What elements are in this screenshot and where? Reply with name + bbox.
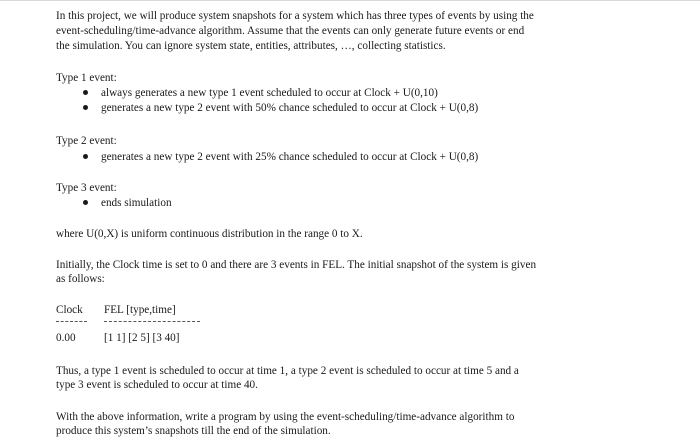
thus-line-1: Thus, a type 1 event is scheduled to occur at time 1, a type 2 event is scheduled to occur at time 5 and a [56, 365, 519, 377]
type3-bullet-1-text: ends simulation [101, 197, 172, 209]
type2-bullet-1 [83, 150, 643, 164]
type1-heading: Type 1 event: [56, 72, 117, 84]
fel-header: FEL [type,time] [104, 304, 176, 316]
type2-heading: Type 2 event: [56, 135, 117, 147]
initial-line-1: Initially, the Clock time is set to 0 and there are 3 events in FEL. The initial snapshot of the system is given [56, 259, 537, 271]
type3-bullet-1 [83, 196, 643, 210]
task-line-1: With the above information, write a program by using the event-scheduling/time-advance algorithm to [56, 411, 515, 423]
initial-line-2: as follows: [56, 273, 105, 285]
type1-bullet-2 [83, 101, 643, 115]
thus-line-2: type 3 event is scheduled to occur at time 40. [56, 379, 258, 391]
bullet-icon [83, 200, 88, 205]
clock-value: 0.00 [56, 332, 76, 344]
type3-heading: Type 3 event: [56, 182, 117, 194]
clock-underline [56, 321, 87, 322]
clock-header: Clock [56, 304, 83, 316]
type1-bullet-1 [83, 86, 643, 100]
distribution-note: where U(0,X) is uniform continuous distribution in the range 0 to X. [56, 228, 363, 240]
type1-bullet-1-text: always generates a new type 1 event scheduled to occur at Clock + U(0,10) [101, 87, 438, 99]
bullet-icon [83, 90, 88, 95]
intro-line-3: the simulation. You can ignore system state, entities, attributes, …, collecting statistics. [56, 40, 446, 52]
top-divider [0, 0, 700, 1]
task-line-2: produce this system’s snapshots till the end of the simulation. [56, 425, 331, 437]
type2-bullet-1-text: generates a new type 2 event with 25% chance scheduled to occur at Clock + U(0,8) [101, 151, 479, 163]
bullet-icon [83, 105, 88, 110]
fel-value: [1 1] [2 5] [3 40] [104, 332, 180, 344]
intro-line-1: In this project, we will produce system snapshots for a system which has three types of events by using the [56, 10, 534, 22]
fel-underline [104, 321, 200, 322]
intro-line-2: event-scheduling/time-advance algorithm. Assume that the events can only generate future events or end [56, 25, 525, 37]
type1-bullet-2-text: generates a new type 2 event with 50% chance scheduled to occur at Clock + U(0,8) [101, 102, 479, 114]
bullet-icon [83, 154, 88, 159]
